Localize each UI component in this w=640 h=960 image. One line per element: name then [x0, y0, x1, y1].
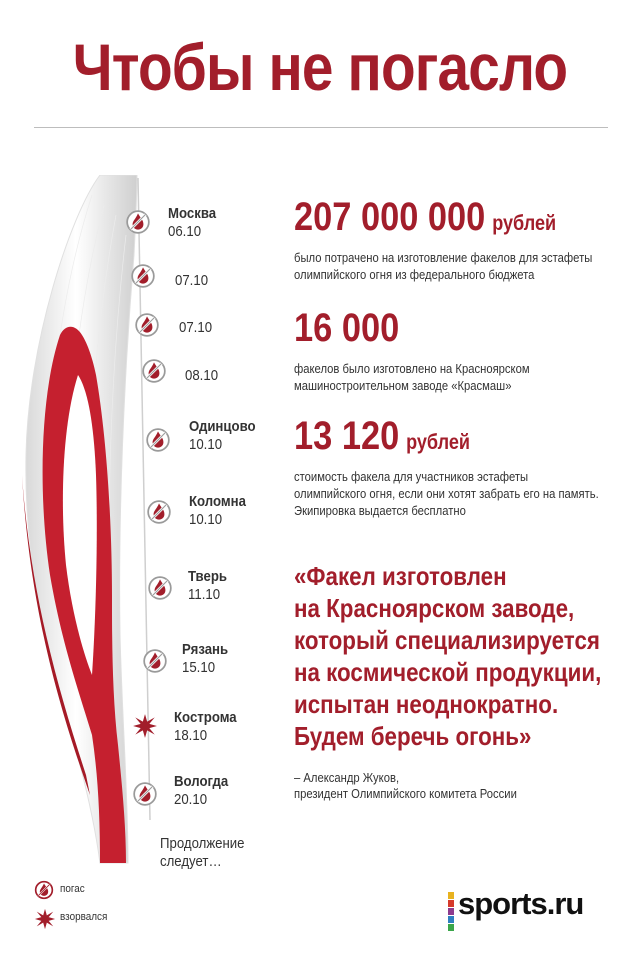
logo-text: sports.ru [458, 886, 584, 921]
stat-price-desc-line: Экипировка выдается бесплатно [294, 504, 466, 518]
page-title: Чтобы не погасло [72, 30, 568, 104]
quote-line: на космической продукции, [294, 657, 602, 687]
crossed-flame-icon [147, 575, 173, 601]
stat-price-value [294, 414, 470, 465]
crossed-flame-icon [141, 358, 167, 384]
route-stop-date: 07.10 [179, 319, 213, 336]
route-stop-date: 20.10 [174, 791, 208, 808]
stat-budget-unit: рублей [492, 212, 557, 235]
stat-budget-description [294, 250, 592, 284]
quote-line: который специализируется [294, 625, 600, 655]
legend-label-extinguished: погас [60, 883, 85, 895]
route-stop-date: 07.10 [175, 272, 209, 289]
route-stop-date: 06.10 [168, 223, 202, 240]
stat-torches-desc-line: машиностроительном заводе «Красмаш» [294, 379, 512, 393]
stat-price-description [294, 469, 599, 520]
continuation-line-1: Продолжение [160, 835, 245, 852]
crossed-flame-icon [130, 263, 156, 289]
stat-torches-number: 16 000 [294, 306, 400, 350]
crossed-flame-icon [142, 648, 168, 674]
crossed-flame-icon [134, 312, 160, 338]
route-stop-date: 15.10 [182, 659, 216, 676]
stat-torches-description [294, 361, 530, 395]
quote-author-title: президент Олимпийского комитета России [294, 787, 517, 801]
route-stop-city: Тверь [188, 568, 228, 585]
crossed-flame-icon [132, 781, 158, 807]
route-stop-city: Рязань [182, 641, 229, 658]
stat-torches-value [294, 306, 399, 350]
stat-price-desc-line: стоимость факела для участников эстафеты [294, 470, 529, 484]
route-stop-city: Москва [168, 205, 217, 222]
quote-author-name: – Александр Жуков, [294, 771, 400, 785]
stat-price-desc-line: олимпийского огня, если они хотят забрать его на память. [294, 487, 599, 501]
route-stop-date: 18.10 [174, 727, 208, 744]
logo-bar-icon [446, 892, 456, 932]
legend-label-exploded: взорвался [60, 911, 108, 923]
stat-budget-number: 207 000 000 [294, 195, 486, 239]
continuation-line-2: следует… [160, 853, 222, 870]
explosion-icon [34, 908, 56, 930]
route-stop-date: 08.10 [185, 367, 219, 384]
crossed-flame-icon [125, 209, 151, 235]
quote [294, 560, 638, 752]
route-stop-date: 10.10 [189, 436, 223, 453]
crossed-flame-icon [146, 499, 172, 525]
quote-line: Будем беречь огонь» [294, 721, 532, 751]
quote-line: на Красноярском заводе, [294, 593, 575, 623]
route-stop-date: 10.10 [189, 511, 223, 528]
stat-budget-value [294, 195, 556, 246]
stat-torches-desc-line: факелов было изготовлено на Красноярском [294, 362, 530, 376]
quote-author [294, 770, 517, 802]
route-stop-city: Одинцово [189, 418, 256, 435]
quote-line: «Факел изготовлен [294, 561, 507, 591]
explosion-icon [132, 713, 158, 739]
stat-budget-desc-line: было потрачено на изготовление факелов для эстафеты [294, 251, 593, 265]
stat-budget-desc-line: олимпийского огня из федерального бюджета [294, 268, 535, 282]
crossed-flame-icon [145, 427, 171, 453]
quote-line: испытан неоднократно. [294, 689, 559, 719]
stat-price-unit: рублей [406, 431, 471, 454]
route-continuation [160, 835, 245, 871]
route-stop-city: Коломна [189, 493, 246, 510]
route-stop-city: Вологда [174, 773, 229, 790]
route-stop-date: 11.10 [188, 586, 221, 603]
crossed-flame-icon [34, 880, 54, 900]
stat-price-number: 13 120 [294, 414, 400, 458]
route-stop-city: Кострома [174, 709, 237, 726]
